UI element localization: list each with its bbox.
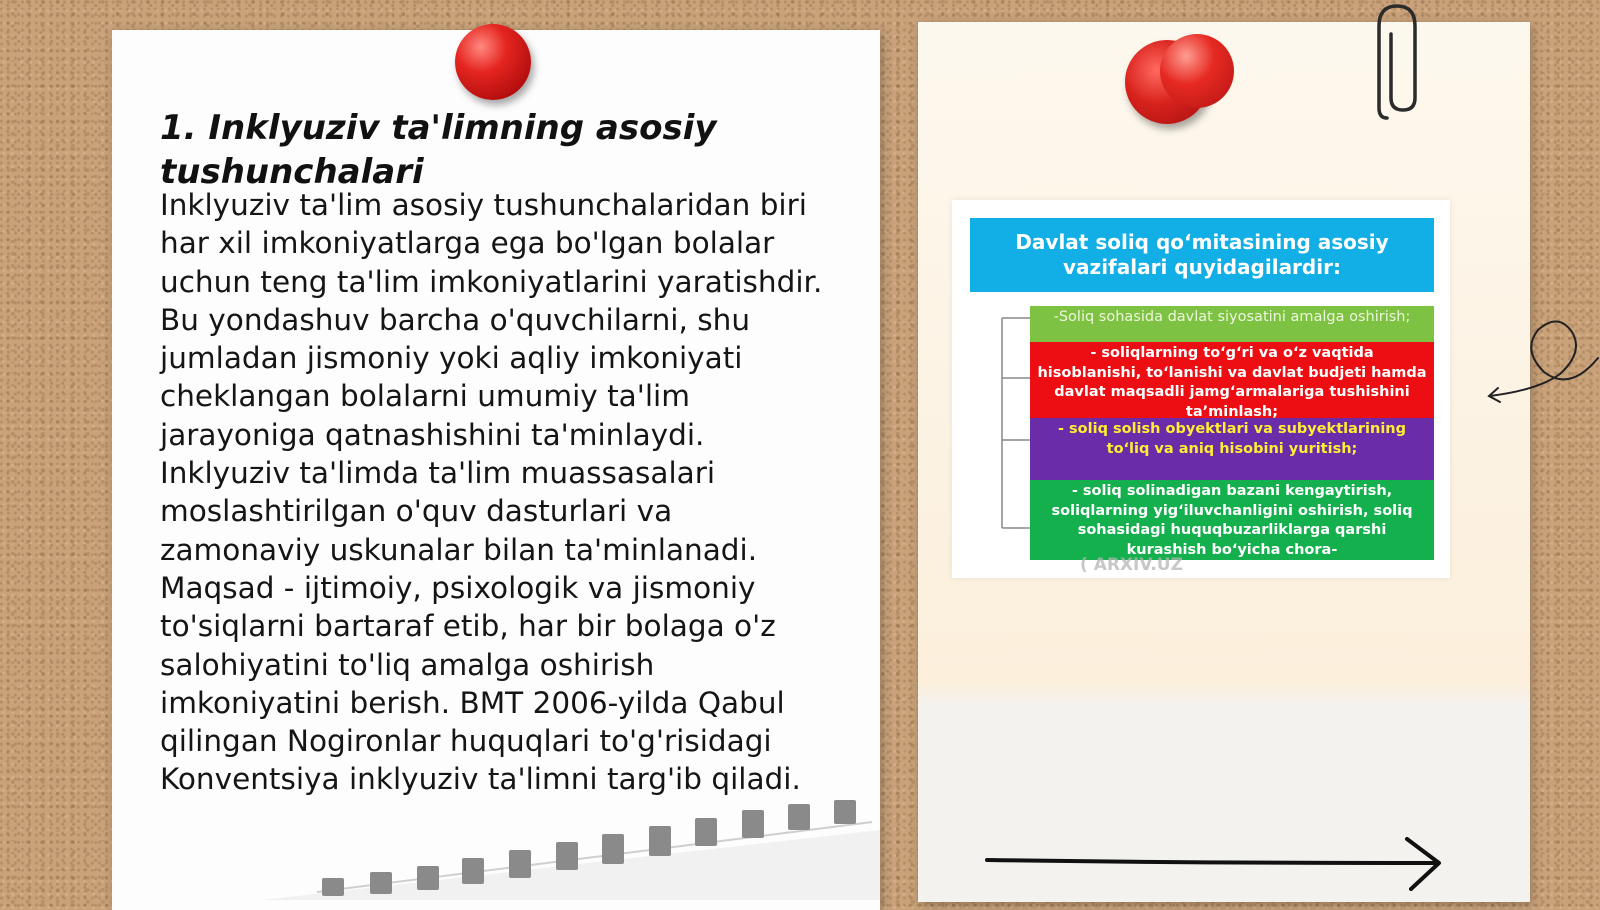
infographic-row: - soliqlarning to‘g‘ri va o‘z vaqtida hisoblanishi, to‘lanishi va davlat budjeti hamda davlat maqsadli jamg‘armalariga tushishini ta’minlash; [1030,342,1434,418]
infographic-image [952,200,1450,578]
slide-title: 1. Inklyuziv ta'limning asosiy tushunchalari [160,108,717,192]
infographic-row: - soliq solish obyektlari va subyektlarining to‘liq va aniq hisobini yuritish; [1030,418,1434,480]
body-paragraph: Inklyuziv ta'lim asosiy tushunchalaridan biri har xil imkoniyatlarga ega bo'lgan bolalar uchun teng ta'lim imkoniyatlarini yaratishdir. Bu yondashuv barcha o'quvchilarni, shu jumladan jismoniy yoki aqliy imkoniyati cheklangan bolalarni umumiy ta'lim jarayoniga qatnashishini ta'minlaydi. Inklyuziv ta'limda ta'lim muassasalari moslashtirilgan o'quv dasturlari va zamonaviy uskunalar bilan ta'minlanadi. Maqsad - ijtimoiy, psixologik va jismoniy to'siqlarni bartaraf etib, har bir bolaga o'z salohiyatini to'liq amalga oshirish imkoniyatini berish. BMT 2006-yilda Qabul qilingan Nogironlar huquqlari to'g'risidagi Konventsiya inklyuziv ta'limni targ'ib qiladi. [160,188,823,797]
infographic-header: Davlat soliq qo‘mitasining asosiy vazifalari quyidagilardir: [970,218,1434,292]
torn-paper-edge [112,800,880,900]
watermark-text: ( ARXIV.UZ [1080,555,1183,575]
paperclip-icon [1375,0,1425,125]
red-pushpin-icon [1160,34,1234,108]
infographic-row: -Soliq sohasida davlat siyosatini amalga oshirish; [1030,306,1434,342]
infographic-row: - soliq solinadigan bazani kengaytirish, soliqlarning yig‘iluvchanligini oshirish, soliq sohasidagi huquqbuzarliklarga qarshi kurashish bo‘yicha chora- [1030,480,1434,560]
curly-arrow-icon [1480,310,1600,410]
bracket-connector [994,310,1034,540]
red-pushpin-icon [455,24,531,100]
right-arrow-icon [985,835,1445,895]
